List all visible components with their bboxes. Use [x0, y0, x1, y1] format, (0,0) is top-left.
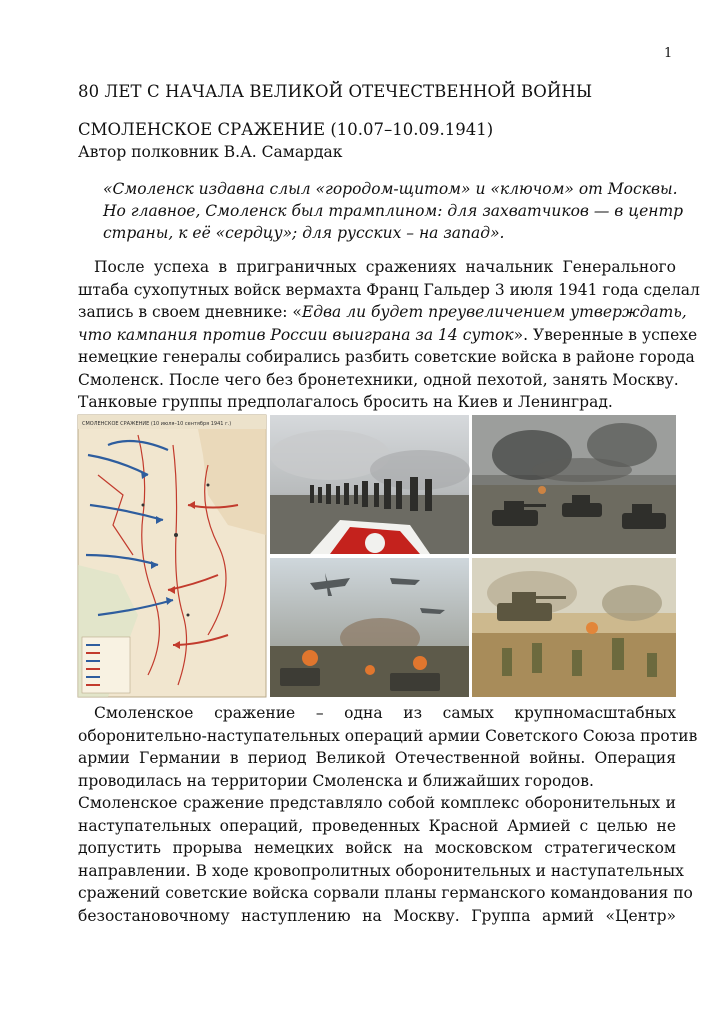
tanks-photo	[472, 415, 676, 554]
paragraph-line	[78, 301, 687, 324]
text-run: ». Уверенные в успехе	[513, 325, 698, 344]
text-run: запись в своем дневнике: «	[78, 303, 302, 321]
map-title: СМОЛЕНСКОЕ СРАЖЕНИЕ (10 июля–10 сентября 1941 г.)	[82, 421, 232, 427]
paragraph-line: оборонительно-наступательных операций армии Советского Союза против	[78, 726, 698, 745]
halder-quote-run: Едва ли будет преувеличением утверждать,	[301, 303, 687, 321]
epigraph	[103, 178, 683, 244]
paragraph-summary	[78, 792, 693, 927]
author-line: Автор полковник В.А. Самардак	[78, 143, 343, 161]
battle-map	[78, 415, 266, 697]
paragraph-definition	[78, 702, 698, 792]
page-subheading: СМОЛЕНСКОЕ СРАЖЕНИЕ (10.07–10.09.1941)	[78, 120, 494, 139]
epigraph-line: «Смоленск издавна слыл «городом-щитом» и «ключом» от Москвы.	[103, 180, 678, 198]
paragraph-line: немецкие генералы собирались разбить советские войска в районе города	[78, 348, 695, 366]
paragraph-line	[78, 324, 698, 347]
paragraph-line: армии Германии в период Великой Отечественной войны. Операция	[78, 749, 676, 767]
paragraph-line: направлении. В ходе кровопролитных оборонительных и наступательных	[78, 861, 684, 880]
paragraph-line: безостановочному наступлению на Москву. Группа армий «Центр»	[78, 906, 676, 925]
paragraph-line: Танковые группы предполагалось бросить на Киев и Ленинград.	[78, 393, 613, 411]
paragraph-line: наступательных операций, проведенных Красной Армией с целью не	[78, 816, 676, 835]
paragraph-line: После успеха в приграничных сражениях начальник Генерального	[94, 258, 676, 276]
paragraph-line: проводилась на территории Смоленска и ближайших городов.	[78, 771, 594, 790]
paragraph-line: Смоленское сражение представляло собой комплекс оборонительных и	[78, 794, 676, 812]
epigraph-line: Но главное, Смоленск был трамплином: для захватчиков — в центр	[103, 202, 684, 220]
epigraph-line: страны, к её «сердцу»; для русских – на запад».	[103, 224, 505, 242]
paragraph-line: Смоленское сражение – одна из самых крупномасштабных	[94, 704, 676, 722]
air-attack-painting	[270, 558, 469, 697]
paragraph-line: штаба сухопутных войск вермахта Франц Гальдер 3 июля 1941 года сделал	[78, 280, 700, 299]
paragraph-line: допустить прорыва немецких войск на московском стратегическом	[78, 839, 676, 857]
page-heading: 80 ЛЕТ С НАЧАЛА ВЕЛИКОЙ ОТЕЧЕСТВЕННОЙ ВОЙНЫ	[78, 82, 593, 101]
page-number: 1	[664, 46, 673, 61]
infantry-column-photo	[270, 415, 469, 554]
paragraph-line: Смоленск. После чего без бронетехники, одной пехотой, занять Москву.	[78, 370, 679, 389]
paragraph-intro	[78, 256, 700, 414]
paragraph-line: сражений советские войска сорвали планы германского командования по	[78, 884, 693, 902]
illustration-collage	[78, 415, 676, 697]
halder-quote-run: что кампания против России выиграна за 14 суток	[78, 325, 514, 344]
infantry-attack-painting	[472, 558, 676, 697]
